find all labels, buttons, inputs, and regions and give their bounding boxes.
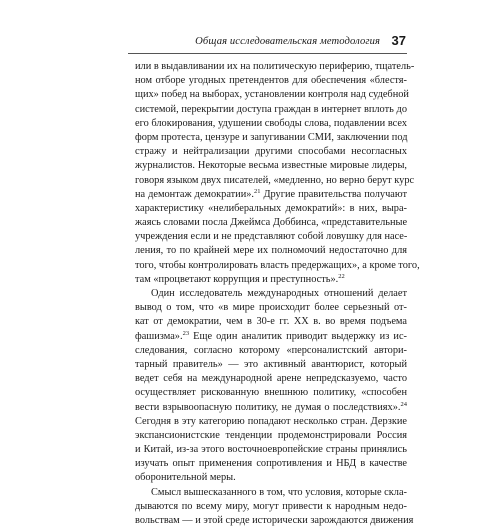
text-line: тарный правитель» — это активный авантюрист, который xyxy=(135,358,407,370)
text-line: говоря языком двух писателей, «медленно, но верно берут курс xyxy=(135,174,415,186)
text-line: Сегодня в эту категорию попадают несколько стран. Дерзкие xyxy=(135,415,407,427)
body-text xyxy=(135,60,420,528)
text-line: характеристику «нелиберальных демократий»: в них, выра- xyxy=(135,202,407,214)
running-title: Общая исследовательская методология xyxy=(195,36,380,47)
text-line: кат от демократии, чем в 30-е гг. XX в. во время подъема xyxy=(135,316,407,328)
text-line: следования, согласно которому «персоналистский автори- xyxy=(135,344,407,356)
text-line: экспансионистские тенденции продемонстрировали Россия xyxy=(135,429,407,441)
text-fragment: фашизма». xyxy=(135,330,183,342)
header-rule xyxy=(128,53,407,54)
text-line: щих» побед на выборах, установлении контроля над судебной xyxy=(135,89,409,101)
footnote-ref-23[interactable]: 23 xyxy=(182,329,190,337)
footnote-ref-21[interactable]: 21 xyxy=(254,187,261,195)
text-line: ном отборе угодных претендентов для обеспечения «блестя- xyxy=(135,75,407,87)
text-line: оборонительной меры. xyxy=(135,472,236,484)
text-line: дываются по всему миру, могут привести к народным недо- xyxy=(135,500,407,512)
text-line: стражу и нейтрализации другими способами несогласных xyxy=(135,146,407,158)
page-number: 37 xyxy=(391,33,406,48)
text-fragment: там «процветают коррупция и преступность». xyxy=(135,273,339,285)
text-fragment: Еще один аналитик приводит выдержку из ис- xyxy=(189,330,407,342)
text-line: вывод о том, что «в мире происходит более серьезный от- xyxy=(135,302,407,314)
text-line xyxy=(135,330,407,344)
text-line: осуществляет рискованную внешнюю политику, «способен xyxy=(135,387,407,399)
text-line: или в выдавливании их на политическую периферию, тщатель- xyxy=(135,61,415,72)
text-line: и Китай, из-за этого восточноевропейские страны принялись xyxy=(135,444,407,456)
text-line: системой, перекрытии доступа граждан в интернет вплоть до xyxy=(135,103,407,115)
footnote-ref-24[interactable]: 24 xyxy=(400,400,407,408)
text-line: журналистов. Некоторые весьма известные мировые лидеры, xyxy=(135,160,407,172)
text-line: форм протеста, цензуре и запугивании СМИ, заключении под xyxy=(135,131,408,143)
text-line: того, чтобы контролировать власть предержащих», а кроме того, xyxy=(135,259,420,271)
text-line: его блокирования, удушении свободы слова, подавлении всех xyxy=(135,117,407,129)
text-fragment: Другие правительства получают xyxy=(260,188,408,200)
text-line xyxy=(135,273,407,287)
footnote-ref-22[interactable]: 22 xyxy=(338,272,345,280)
text-line: Смысл вышесказанного в том, что условия, которые скла- xyxy=(151,486,407,498)
text-line: учреждения если и не представляют собой ловушку для насе- xyxy=(135,231,408,243)
text-fragment: вести взрывоопасную политику, не думая о последствиях». xyxy=(135,401,401,413)
text-line: Один исследователь международных отношений делает xyxy=(151,288,407,299)
text-line: ведет себя на международной арене непредсказуемо, часто xyxy=(135,373,407,385)
text-fragment: на демонтаж демократии». xyxy=(135,188,254,200)
text-line: изучать опыт применения сопротивления и НБД в качестве xyxy=(135,458,407,470)
text-line xyxy=(135,401,407,415)
text-line: вольствам — и этой среде исторически зарождаются движения xyxy=(135,515,414,526)
text-line: ления, то по крайней мере их полномочий недостаточно для xyxy=(135,245,407,257)
text-line xyxy=(135,188,407,202)
text-line: жаясь словами посла Джеймса Доббинса, «представительные xyxy=(135,217,408,229)
